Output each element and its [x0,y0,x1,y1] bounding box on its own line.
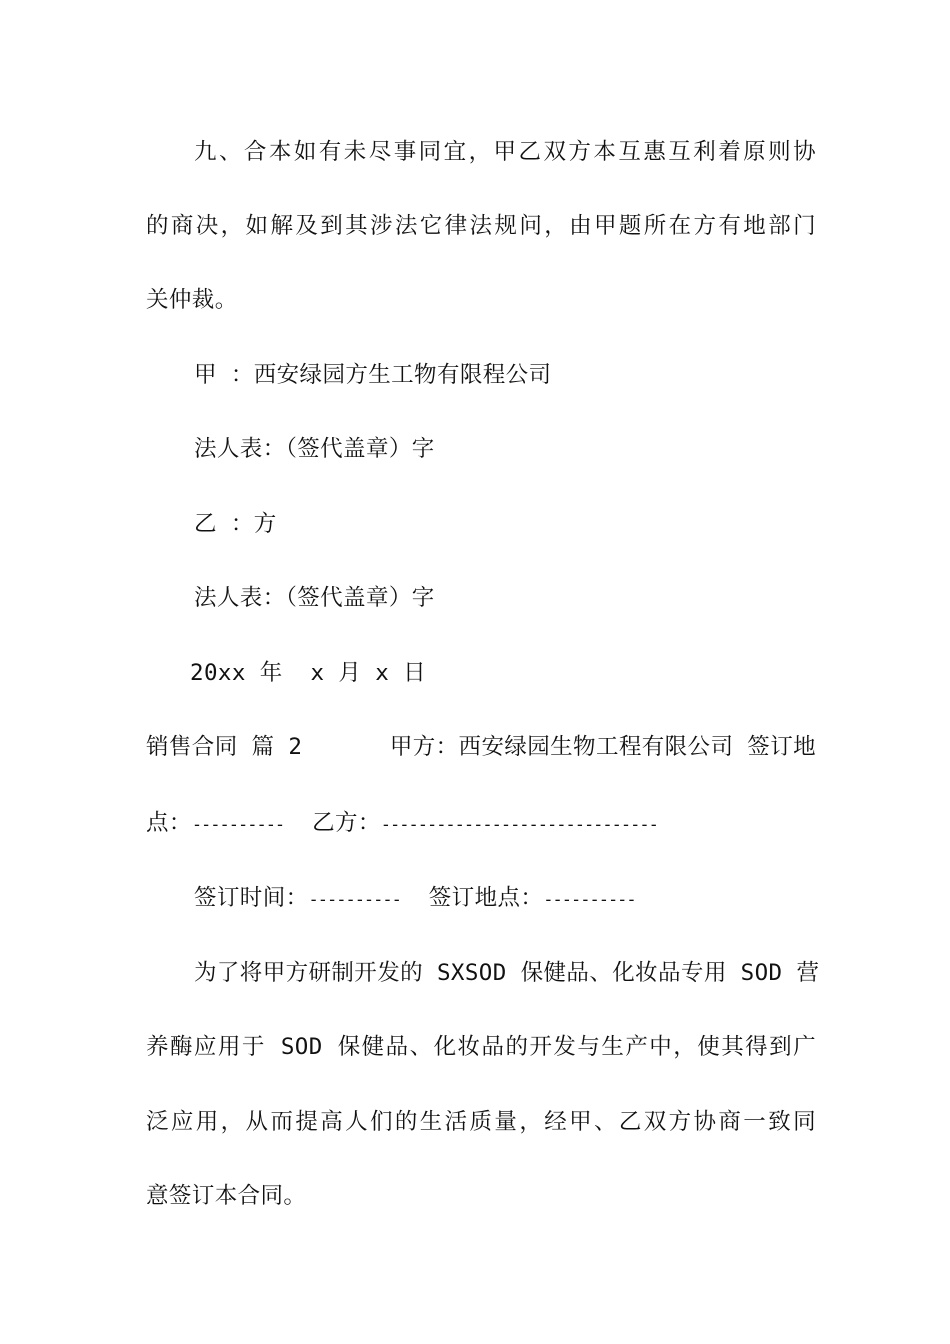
party-b-line: 乙 ：方 [194,511,277,537]
section9-line3: 关仲裁。 [146,287,238,313]
intro-line1: 为了将甲方研制开发的 SXSOD 保健品、化妆品专用 SOD 营 [194,960,820,986]
time-label: 签订时间： [194,885,309,911]
contract2-party-a: 甲方：西安绿园生物工程有限公司 签订地 [389,734,816,760]
intro-line2: 养酶应用于 SOD 保健品、化妆品的开发与生产中，使其得到广 [146,1034,816,1060]
party-b-label: 乙方： [312,810,381,836]
party-b-blank: ------------------------------ [380,815,658,835]
section9-line2: 的商决，如解及到其涉法它律法规问，由甲题所在方有地部门 [146,213,816,239]
contract2-place-row [146,808,816,840]
section9-line1: 九、合本如有未尽事同宜，甲乙双方本互惠互利着原则协 [194,139,816,165]
party-a-line: 甲 ：西安绿园方生工物有限程公司 [194,362,552,388]
place-label: 点： [146,810,192,836]
place2-blank: ---------- [543,890,636,910]
intro-line4: 意签订本合同。 [146,1183,307,1209]
legal-rep-b-line: 法人表：（签代盖章）字 [194,585,435,611]
contract2-title-row [146,732,816,762]
contract2-title: 销售合同 篇 2 [146,734,303,760]
place-blank: ---------- [191,815,285,835]
place2-label: 签订地点： [428,885,544,911]
legal-rep-a-line: 法人表：（签代盖章）字 [194,436,435,462]
time-blank: ---------- [308,890,401,910]
intro-line3: 泛应用，从而提高人们的生活质量，经甲、乙双方协商一致同 [146,1109,816,1135]
contract2-time-row [194,883,816,915]
date-line: 20xx 年 x 月 x 日 [190,660,427,686]
